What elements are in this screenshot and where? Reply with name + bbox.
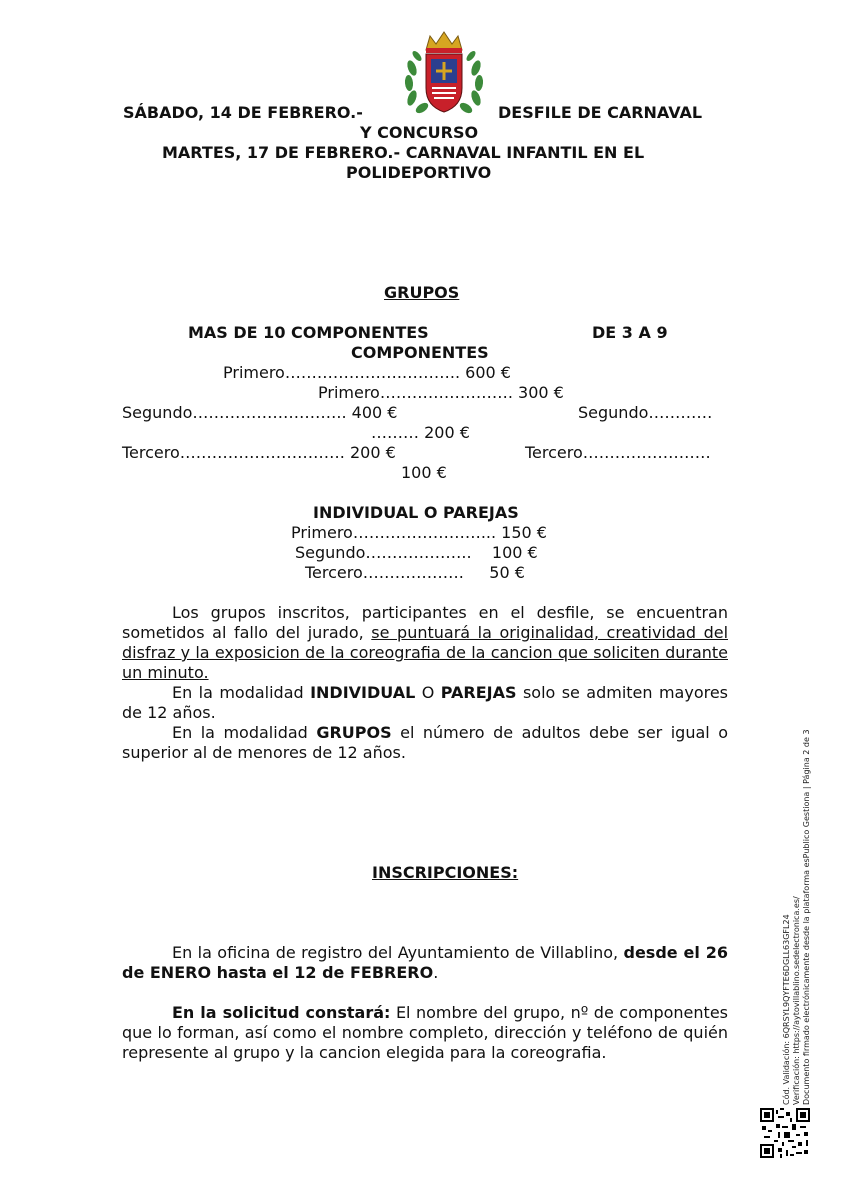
groups-prize-third-large: Tercero…………………………. 200 € [122, 443, 396, 462]
rules-paragraph-jury [122, 603, 728, 683]
rules-keyword-individual: INDIVIDUAL [310, 683, 416, 702]
individual-prize-third: Tercero………………. 50 € [305, 563, 525, 582]
rules-text: En la modalidad [172, 683, 311, 702]
header-event-1: DESFILE DE CARNAVAL [498, 103, 703, 122]
section-title-groups: GRUPOS [384, 283, 460, 302]
header-date-1: SÁBADO, 14 DE FEBRERO.- [123, 103, 363, 122]
individual-prize-first: Primero……………………... 150 € [291, 523, 547, 542]
section-title-individual: INDIVIDUAL O PAREJAS [313, 503, 519, 522]
inscriptions-dates: desde el 26 de ENERO hasta el 12 de FEBRERO [122, 943, 728, 982]
section-title-inscriptions: INSCRIPCIONES: [372, 863, 519, 882]
rules-text: el número de adultos debe ser igual o superior al de menores de 12 años. [122, 723, 729, 762]
rules-keyword-pairs: PAREJAS [440, 683, 517, 702]
individual-prize-second: Segundo……………….. 100 € [295, 543, 538, 562]
rules-text: solo se admiten mayores de 12 años. [122, 683, 729, 722]
validation-url: Verificación: https://aytovillablino.sedelectronica.es/ [792, 896, 801, 1105]
validation-text-block [782, 729, 812, 1105]
groups-prize-first-large: Primero………………….……….. 600 € [223, 363, 511, 382]
groups-prize-first-small: Primero……………………. 300 € [318, 383, 564, 402]
header-event-2-cont: POLIDEPORTIVO [346, 163, 492, 182]
rules-jury-text: Los grupos inscritos, participantes en el desfile, se encuentran sometidos al fallo del jurado, [122, 603, 728, 642]
rules-keyword-groups: GRUPOS [316, 723, 392, 742]
inscriptions-text: . [433, 963, 439, 982]
validation-signature-note: Documento firmado electrónicamente desde la plataforma esPublico Gestiona | Página 2 de 3 [802, 729, 811, 1105]
municipal-crest-logo [402, 28, 486, 116]
validation-code: Cód. Validación: 6QRSYL9QYFTE6DGLL63GFL24 [782, 914, 791, 1105]
groups-heading-small-cont: COMPONENTES [351, 343, 489, 362]
inscriptions-paragraph-office [122, 943, 728, 983]
inscriptions-text: En la oficina de registro del Ayuntamiento de Villablino, [172, 943, 624, 962]
groups-heading-small: DE 3 A 9 [592, 323, 668, 342]
validation-qr-code [760, 1108, 810, 1158]
groups-prize-second-large: Segundo……………………….. 400 € [122, 403, 398, 422]
groups-prize-second-small-cont: ……… 200 € [371, 423, 470, 442]
rules-paragraph-groups [122, 723, 728, 763]
groups-prize-third-small: Tercero…………………… [525, 443, 711, 462]
groups-prize-third-small-cont: 100 € [401, 463, 447, 482]
rules-paragraph-individual [122, 683, 728, 723]
rules-text: O [415, 683, 441, 702]
rules-text: En la modalidad [172, 723, 317, 742]
header-date-2: MARTES, 17 DE FEBRERO.- CARNAVAL INFANTIL EN EL [162, 143, 645, 162]
inscriptions-paragraph-request [122, 1003, 728, 1063]
groups-prize-second-small: Segundo………… [578, 403, 713, 422]
validation-sidebar [782, 729, 818, 1105]
groups-heading-large: MAS DE 10 COMPONENTES [188, 323, 429, 342]
inscriptions-request-label: En la solicitud constará: [172, 1003, 391, 1022]
crown [426, 32, 462, 53]
inscriptions-request-text: El nombre del grupo, nº de componentes que lo forman, así como el nombre completo, dirección y teléfono de quién represente al grupo y la cancion elegida para la coreografia. [122, 1003, 728, 1062]
header-event-1-cont: Y CONCURSO [360, 123, 479, 142]
rules-jury-criteria: se puntuará la originalidad, creatividad del disfraz y la exposicion de la coreografia de la cancion que soliciten durante un minuto. [122, 623, 729, 682]
